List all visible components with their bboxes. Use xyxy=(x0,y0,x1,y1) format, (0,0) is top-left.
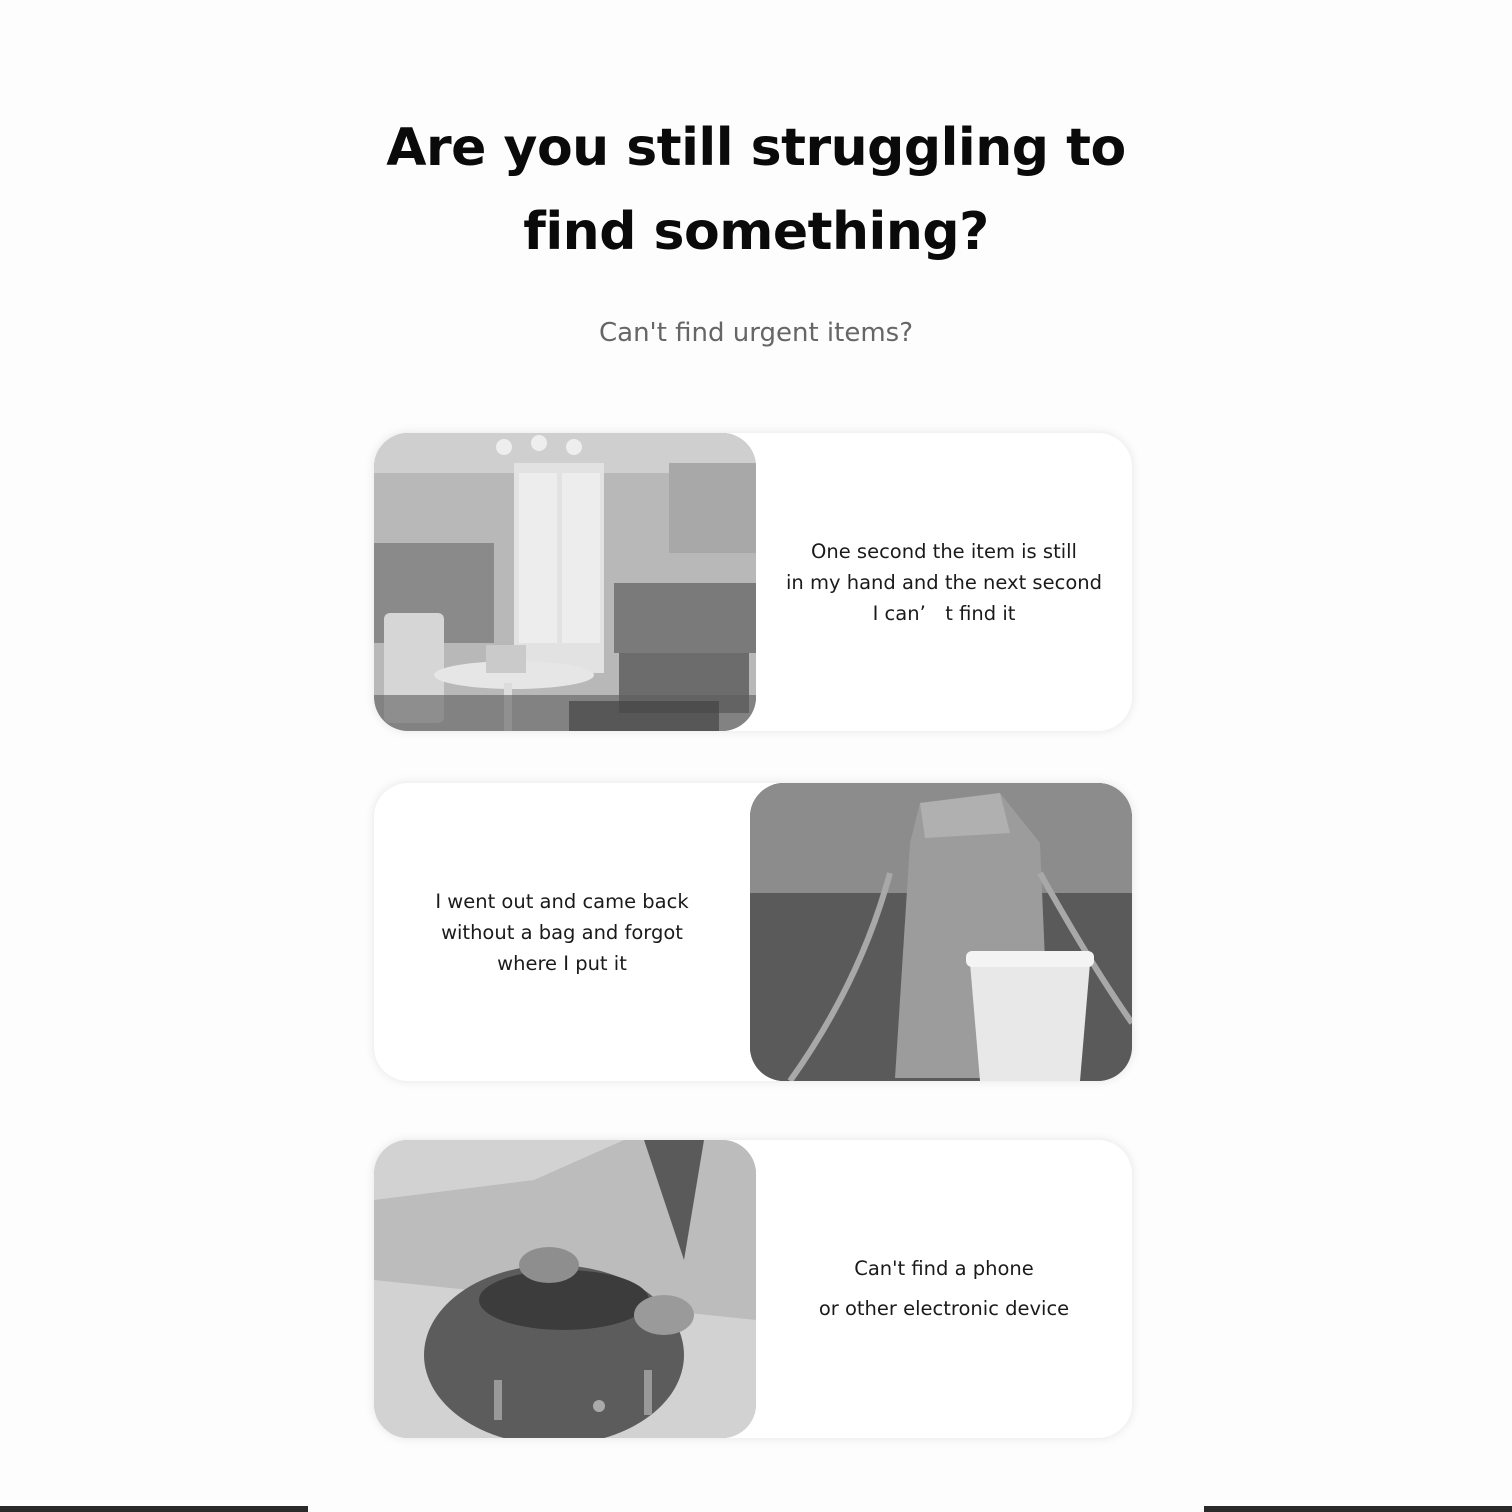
problem-card-2-text xyxy=(374,783,750,1081)
subtitle: Can't find urgent items? xyxy=(598,318,914,348)
handbag-and-coffee-photo xyxy=(750,783,1132,1081)
headline-line-2: find something? xyxy=(523,202,989,262)
problem-card-2-line-1: I went out and came back xyxy=(435,889,689,913)
problem-card-1-text xyxy=(756,433,1132,731)
problem-card-1-line-3: I can’ t find it xyxy=(872,601,1016,625)
cluttered-room-photo xyxy=(374,433,756,731)
problem-card-2-line-2: without a bag and forgot xyxy=(441,920,683,944)
hand-in-backpack-photo xyxy=(374,1140,756,1438)
problem-card-3-line-2: or other electronic device xyxy=(818,1297,1070,1320)
problem-card-1 xyxy=(374,433,1132,731)
problem-card-1-line-1: One second the item is still xyxy=(811,539,1077,563)
headline xyxy=(0,106,1512,274)
headline-line-1: Are you still struggling to xyxy=(386,118,1126,178)
problem-card-3-text xyxy=(756,1140,1132,1438)
bottom-divider-right xyxy=(1204,1506,1512,1512)
bottom-divider-left xyxy=(0,1506,308,1512)
problem-card-3-line-1: Can't find a phone xyxy=(854,1257,1034,1280)
problem-card-2 xyxy=(374,783,1132,1081)
problem-card-1-line-2: in my hand and the next second xyxy=(786,570,1102,594)
problem-card-2-line-3: where I put it xyxy=(497,951,627,975)
problem-card-3 xyxy=(374,1140,1132,1438)
